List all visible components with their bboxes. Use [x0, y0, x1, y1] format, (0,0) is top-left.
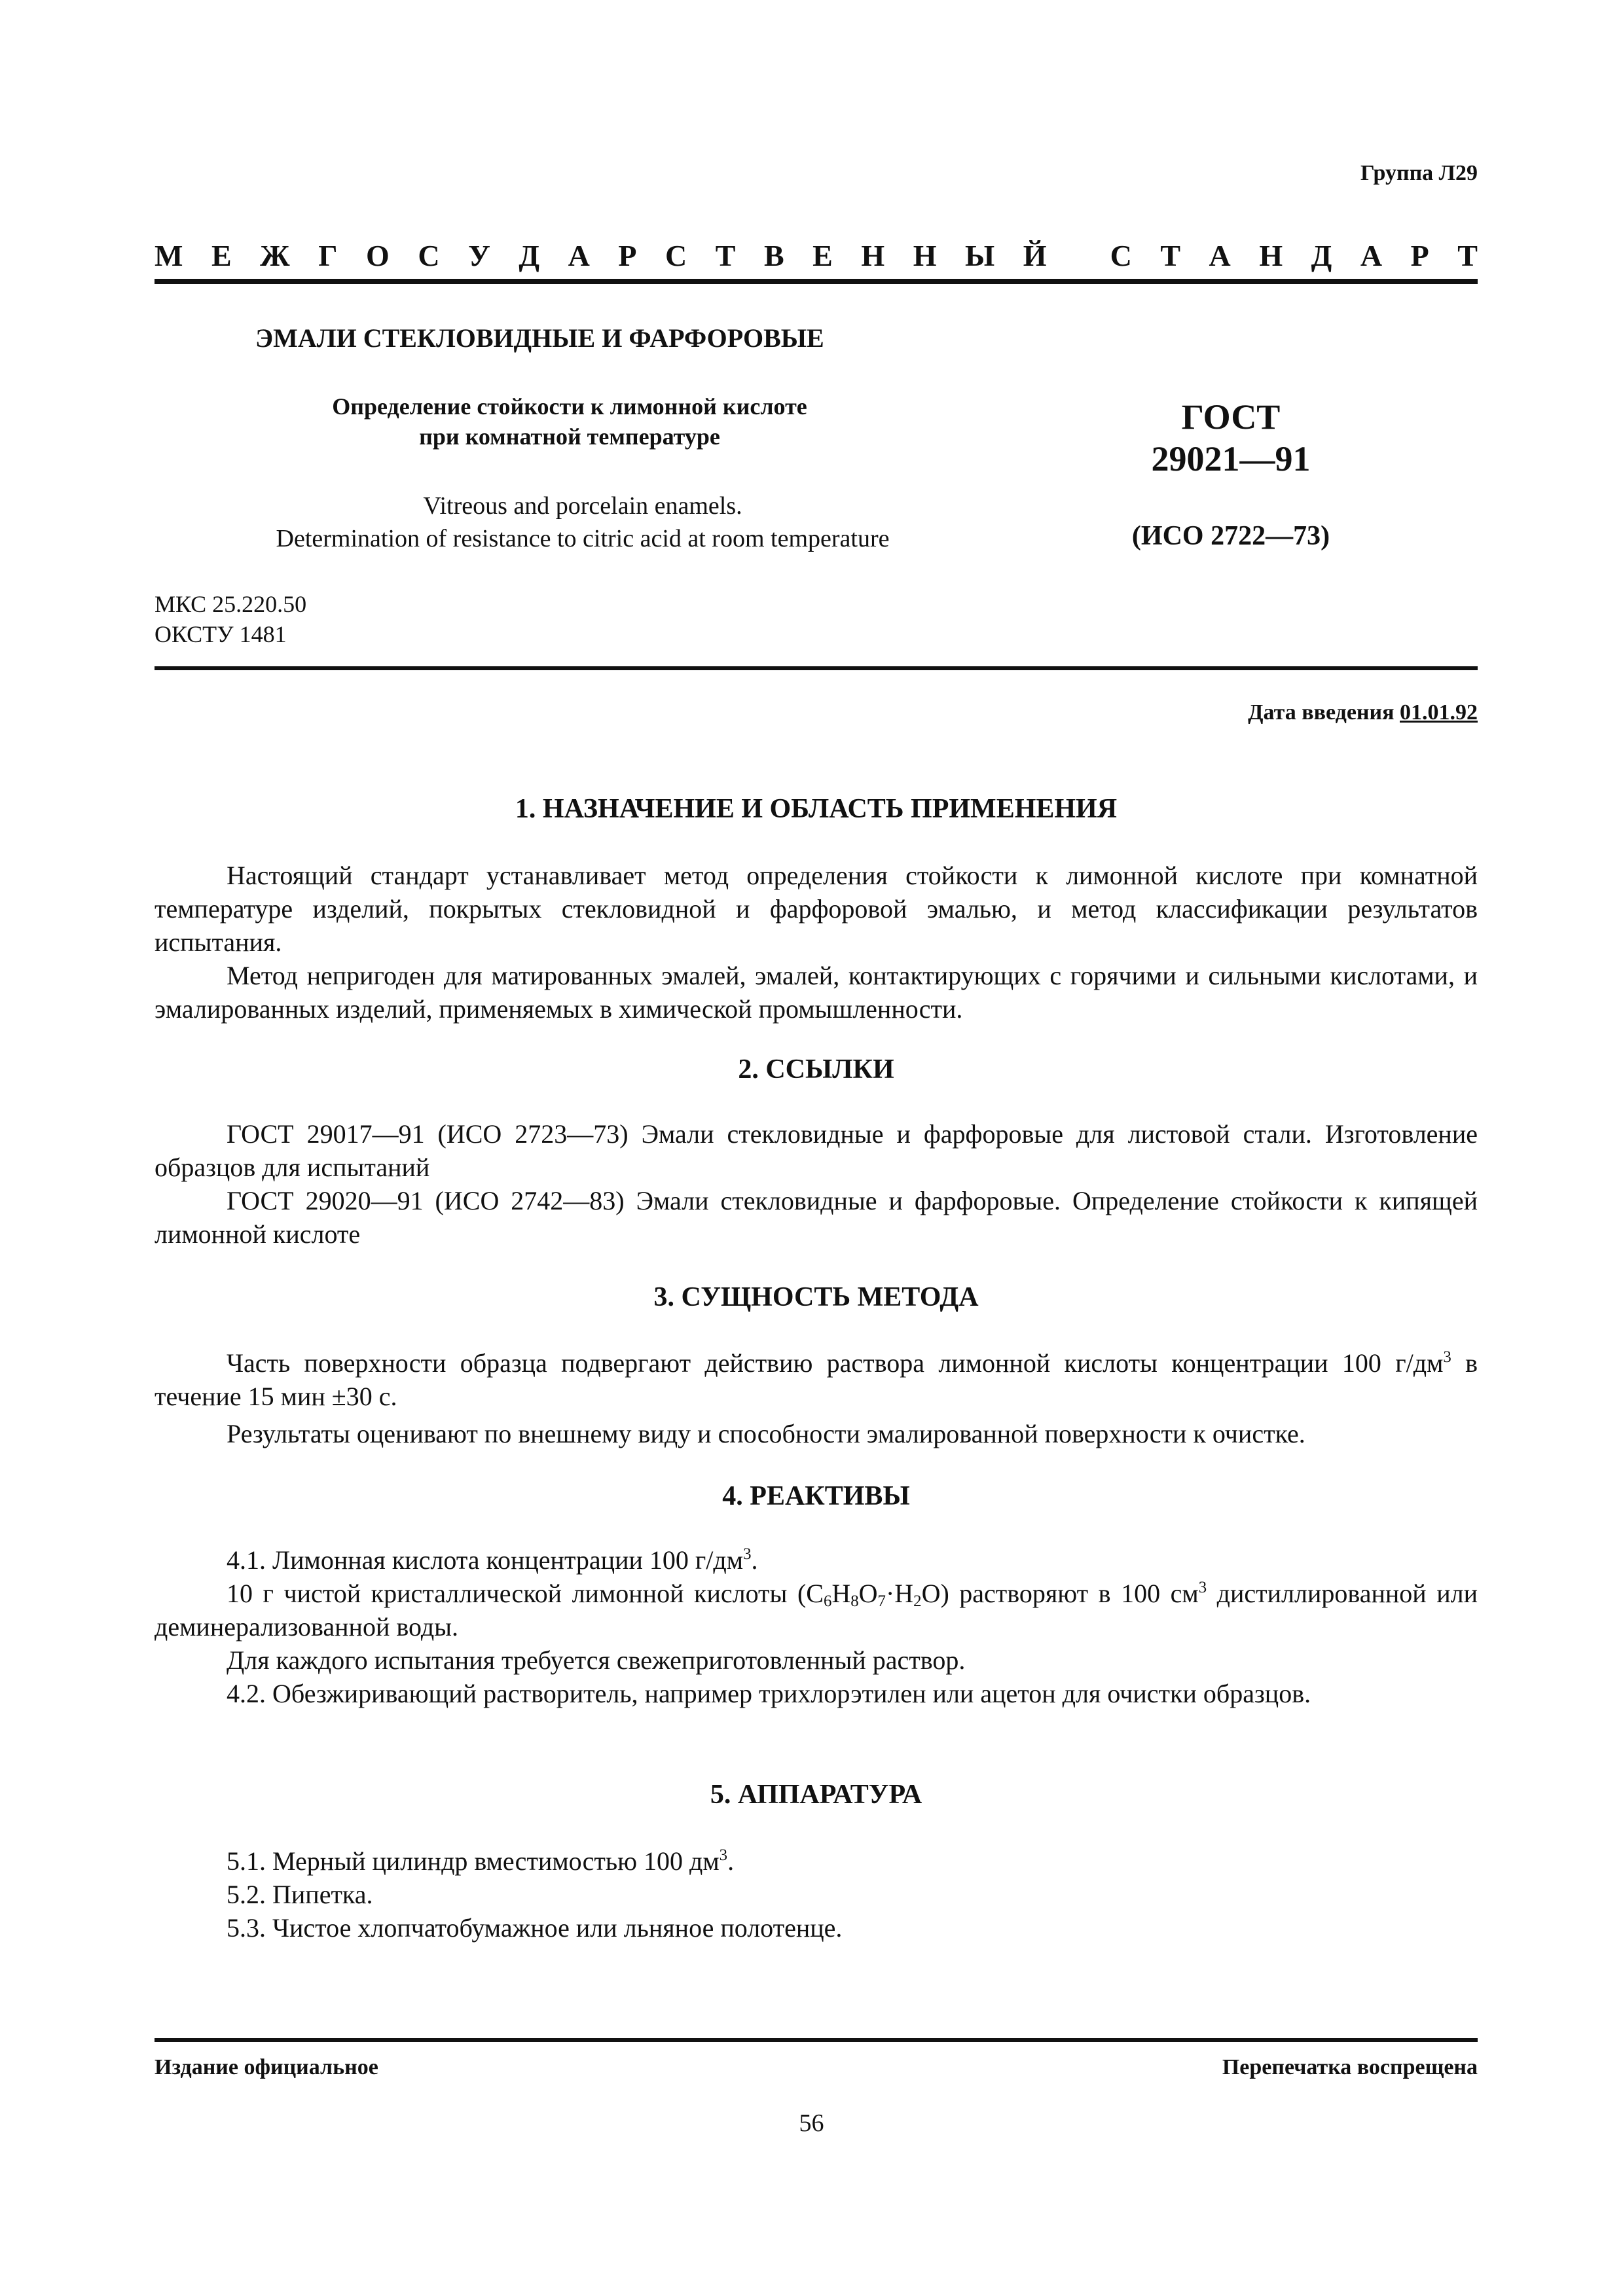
- section-1-title: 1. НАЗНАЧЕНИЕ И ОБЛАСТЬ ПРИМЕНЕНИЯ: [515, 794, 1118, 824]
- section-4-body: [155, 1543, 1478, 1710]
- header-letter: Т: [1457, 239, 1478, 272]
- english-title-line-1: Vitreous and porcelain enamels.: [423, 492, 742, 520]
- text-run: 5.1. Мерный цилиндр вместимостью 100 дм: [227, 1846, 720, 1876]
- header-letter: О: [366, 239, 390, 272]
- section-1-paragraph-2: Метод непригоден для матированных эмалей, эмалей, контактирующих с горячими и сильными кислотами, и эмалированных изделий, применяемых в химической промышленности.: [155, 961, 1478, 1024]
- header-letter: А: [1209, 239, 1231, 272]
- header-letter: Е: [812, 239, 833, 272]
- okstu-code: ОКСТУ 1481: [155, 621, 287, 647]
- section-5-title: 5. АППАРАТУРА: [710, 1780, 922, 1810]
- official-edition-label: Издание официальное: [155, 2055, 378, 2079]
- section-4-title: 4. РЕАКТИВЫ: [722, 1481, 910, 1511]
- header-letter: А: [1360, 239, 1383, 272]
- header-letter: В: [763, 239, 784, 272]
- section-3-paragraph-2: Результаты оценивают по внешнему виду и способности эмалированной поверхности к очистке.: [227, 1419, 1305, 1448]
- text-run: 10 г чистой кристаллической лимонной кислоты (C: [227, 1579, 824, 1608]
- standard-type-header: [155, 238, 1478, 273]
- text-run: O) растворяют в 100 см: [921, 1579, 1199, 1608]
- gost-number: [1061, 396, 1401, 480]
- subscript: 6: [823, 1592, 832, 1611]
- header-letter: Е: [211, 239, 232, 272]
- superscript: 3: [743, 1545, 752, 1564]
- section-4-paragraph-formula: [155, 1577, 1478, 1643]
- header-letter: Д: [1311, 239, 1332, 272]
- text-run: в течение 15 мин ±30 с.: [155, 1348, 1478, 1411]
- header-letter: С: [418, 239, 440, 272]
- subscript: 7: [877, 1592, 886, 1611]
- header-letter: Т: [715, 239, 736, 272]
- section-4-item-1: [155, 1543, 1478, 1577]
- superscript: 3: [1198, 1579, 1207, 1597]
- title-block-rule: [155, 666, 1478, 670]
- text-run: .: [751, 1545, 758, 1575]
- header-letter: Г: [318, 239, 338, 272]
- classification-codes: [155, 589, 306, 649]
- text-run: ·H: [885, 1579, 914, 1608]
- date-label: Дата введения: [1248, 700, 1395, 725]
- english-title: [164, 490, 1002, 555]
- superscript: 3: [1443, 1348, 1451, 1367]
- header-letter: М: [155, 239, 183, 272]
- section-5-item-2: 5.2. Пипетка.: [227, 1880, 373, 1909]
- section-3-paragraph-1: [155, 1346, 1478, 1413]
- subtitle-line-1: Определение стойкости к лимонной кислоте: [332, 393, 807, 420]
- header-gap: [1075, 238, 1082, 273]
- english-title-line-2: Determination of resistance to citric acid at room temperature: [276, 525, 890, 552]
- gost-label: ГОСТ: [1181, 397, 1281, 437]
- group-label: Группа Л29: [1360, 161, 1478, 185]
- gost-code: 29021—91: [1151, 439, 1311, 478]
- subscript: 8: [850, 1592, 859, 1611]
- header-letter: А: [568, 239, 590, 272]
- header-letter: Й: [1023, 239, 1047, 272]
- section-1-body: [155, 859, 1478, 1026]
- date-value: 01.01.92: [1400, 700, 1478, 725]
- header-letter: Ы: [965, 239, 995, 272]
- section-5-item-3: 5.3. Чистое хлопчатобумажное или льняное полотенце.: [227, 1913, 843, 1943]
- header-rule: [155, 279, 1478, 284]
- section-4-paragraph-3: Для каждого испытания требуется свежеприготовленный раствор.: [227, 1645, 966, 1675]
- section-5-body: [155, 1844, 1478, 1945]
- section-4-item-2: 4.2. Обезжиривающий растворитель, например трихлорэтилен или ацетон для очистки образцов.: [227, 1679, 1311, 1708]
- mks-code: МКС 25.220.50: [155, 591, 307, 617]
- introduction-date: [1248, 700, 1478, 725]
- section-2-reference-2: ГОСТ 29020—91 (ИСО 2742—83) Эмали стекловидные и фарфоровые. Определение стойкости к кипящей лимонной кислоте: [155, 1186, 1478, 1249]
- header-letter: Н: [913, 239, 937, 272]
- section-1-paragraph-1: Настоящий стандарт устанавливает метод определения стойкости к лимонной кислоте при комнатной температуре изделий, покрытых стекловидной и фарфоровой эмалью, и метод классификации результатов испытания.: [155, 861, 1478, 957]
- subtitle-line-2: при комнатной температуре: [419, 423, 720, 450]
- section-5-item-1: [155, 1844, 1478, 1878]
- header-letter: Р: [1410, 239, 1429, 272]
- document-subtitle: [229, 391, 910, 452]
- section-2-title: 2. ССЫЛКИ: [738, 1054, 894, 1085]
- header-letter: С: [1110, 239, 1132, 272]
- reprint-prohibited-label: Перепечатка воспрещена: [1222, 2055, 1478, 2079]
- header-letter: Т: [1160, 239, 1181, 272]
- section-2-body: [155, 1117, 1478, 1251]
- text-run: Часть поверхности образца подвергают действию раствора лимонной кислоты концентрации 100 г/дм: [227, 1348, 1444, 1378]
- header-letter: С: [665, 239, 687, 272]
- page-number: 56: [799, 2109, 824, 2137]
- text-run: 4.1. Лимонная кислота концентрации 100 г/дм: [227, 1545, 744, 1575]
- section-3-body: [155, 1346, 1478, 1450]
- section-3-title: 3. СУЩНОСТЬ МЕТОДА: [653, 1282, 979, 1312]
- text-run: дистиллированной или деминерализованной воды.: [155, 1579, 1478, 1641]
- superscript: 3: [719, 1846, 728, 1865]
- iso-reference: (ИСО 2722—73): [1131, 521, 1330, 551]
- text-run: H: [831, 1579, 851, 1608]
- header-letter: Р: [618, 239, 637, 272]
- document-title: ЭМАЛИ СТЕКЛОВИДНЫЕ И ФАРФОРОВЫЕ: [255, 323, 824, 353]
- header-letter: Н: [1259, 239, 1283, 272]
- header-letter: Н: [861, 239, 885, 272]
- text-run: .: [727, 1846, 735, 1876]
- header-letter: Ж: [260, 239, 290, 272]
- header-letter: Д: [519, 239, 540, 272]
- subscript: 2: [913, 1592, 922, 1611]
- section-2-reference-1: ГОСТ 29017—91 (ИСО 2723—73) Эмали стекловидные и фарфоровые для листовой стали. Изготовление образцов для испытаний: [155, 1119, 1478, 1182]
- footer-rule: [155, 2038, 1478, 2042]
- header-letter: У: [468, 239, 490, 272]
- text-run: O: [858, 1579, 878, 1608]
